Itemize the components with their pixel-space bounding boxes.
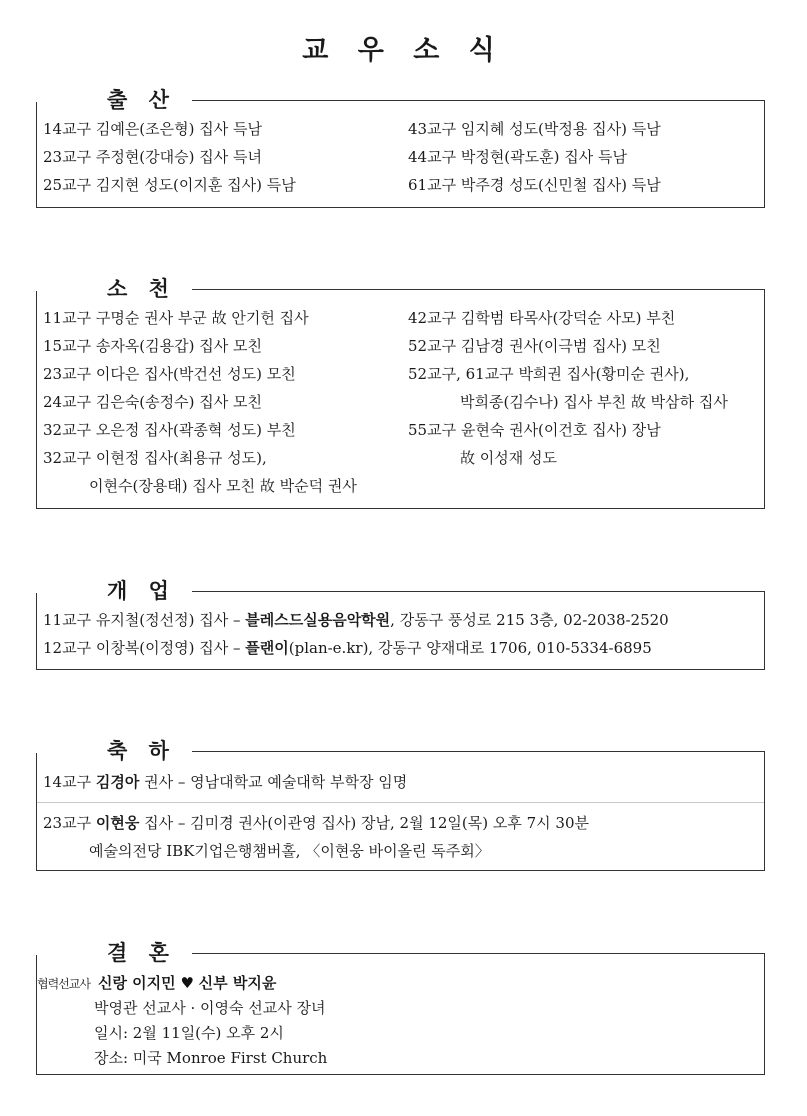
business-name: 블레스드실용음악학원 — [245, 611, 391, 629]
list-item: 52교구, 61교구 박희권 집사(황미순 권사), — [408, 365, 690, 383]
section-congrats-header — [36, 737, 192, 765]
parents-line: 박영관 선교사 · 이영숙 선교사 장녀 — [94, 999, 326, 1017]
list-item: 11교구 구명순 권사 부군 故 안기헌 집사 — [43, 309, 309, 327]
list-item-continuation: 故 이성재 성도 — [460, 449, 557, 467]
section-opening — [36, 578, 765, 670]
list-item: 15교구 송자옥(김용갑) 집사 모친 — [43, 337, 262, 355]
birth-right-column — [408, 115, 661, 199]
birth-left-column — [43, 115, 296, 199]
list-item: 11교구 유지철(정선정) 집사 – 블레스드실용음악학원, 강동구 풍성로 215 3층, 02-2038-2520 — [43, 611, 669, 629]
divider — [37, 802, 764, 803]
list-item: 32교구 오은정 집사(곽종혁 성도) 부친 — [43, 421, 296, 439]
list-item: 12교구 이창복(이정영) 집사 – 플랜이(plan-e.kr), 강동구 양재대로 1706, 010-5334-6895 — [43, 639, 652, 657]
section-heading: 개 업 — [93, 577, 192, 605]
list-item: 32교구 이현정 집사(최용규 성도), — [43, 449, 267, 467]
list-item: 23교구 주정현(강대승) 집사 득녀 — [43, 148, 262, 166]
list-item: 25교구 김지현 성도(이지훈 집사) 득남 — [43, 176, 296, 194]
section-funeral — [36, 276, 765, 509]
list-item-continuation: 예술의전당 IBK기업은행챔버홀, 〈이현웅 바이올린 독주회〉 — [89, 842, 490, 860]
section-birth — [36, 87, 765, 208]
list-item-continuation: 박희종(김수나) 집사 부친 故 박삼하 집사 — [460, 393, 728, 411]
section-heading: 결 혼 — [93, 939, 192, 967]
list-item: 24교구 김은숙(송정수) 집사 모친 — [43, 393, 262, 411]
list-item: 44교구 박정현(곽도훈) 집사 득남 — [408, 148, 627, 166]
person-name: 이현웅 — [95, 814, 140, 832]
list-item-continuation: 이현수(장용태) 집사 모친 故 박순덕 권사 — [89, 477, 357, 495]
section-heading: 소 천 — [93, 275, 192, 303]
section-heading: 축 하 — [93, 737, 192, 765]
opening-list — [43, 606, 758, 662]
congrats-item-2: 23교구 이현웅 집사 – 김미경 권사(이관영 집사) 장남, 2월 12일(목) 오후 7시 30분 예술의전당 IBK기업은행챔버홀, 〈이현웅 바이올린 독주회〉 — [43, 809, 758, 865]
list-item: 43교구 임지혜 성도(박정용 집사) 득남 — [408, 120, 661, 138]
list-item: 23교구 이다은 집사(박건선 성도) 모친 — [43, 365, 296, 383]
business-name: 플랜이 — [245, 639, 289, 657]
section-birth-header — [36, 86, 192, 114]
bride-name: 신부 박지윤 — [198, 974, 277, 992]
list-item: 52교구 김남경 권사(이극범 집사) 모친 — [408, 337, 661, 355]
section-opening-header — [36, 577, 192, 605]
section-wedding — [36, 940, 765, 1075]
congrats-item-1: 14교구 김경아 권사 – 영남대학교 예술대학 부학장 임명 — [43, 773, 408, 791]
place-line: 장소: 미국 Monroe First Church — [94, 1049, 328, 1067]
heart-icon: ♥ — [180, 974, 194, 992]
list-item: 14교구 김예은(조은형) 집사 득남 — [43, 120, 262, 138]
list-item: 61교구 박주경 성도(신민철 집사) 득남 — [408, 176, 661, 194]
list-item: 42교구 김학범 타목사(강덕순 사모) 부친 — [408, 309, 676, 327]
wedding-details — [37, 971, 758, 1071]
groom-name: 신랑 이지민 — [97, 974, 176, 992]
section-heading: 출 산 — [93, 86, 192, 114]
missionary-tag: 협력선교사 — [37, 977, 90, 991]
section-congrats — [36, 738, 765, 871]
person-name: 김경아 — [95, 773, 140, 791]
couple-line — [37, 971, 758, 996]
section-wedding-header — [36, 939, 192, 967]
section-funeral-header — [36, 275, 192, 303]
funeral-right-column — [408, 304, 728, 472]
datetime-line: 일시: 2월 11일(수) 오후 2시 — [94, 1024, 284, 1042]
funeral-left-column — [43, 304, 357, 500]
page-title: 교 우 소 식 — [302, 35, 505, 66]
list-item: 55교구 윤현숙 권사(이건호 집사) 장남 — [408, 421, 661, 439]
